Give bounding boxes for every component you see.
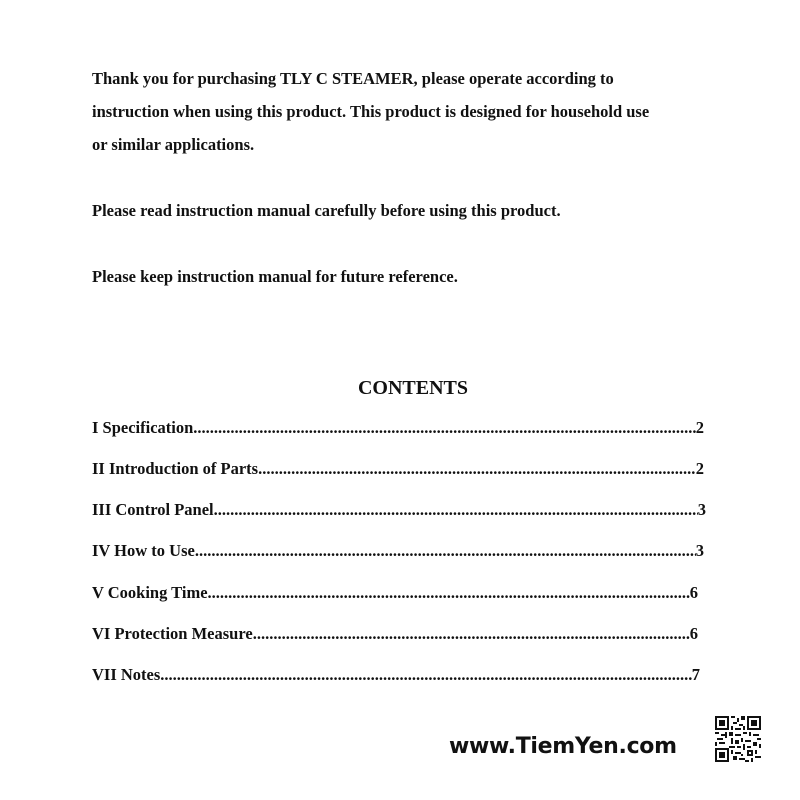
intro-section xyxy=(92,62,732,293)
toc-item-notes[interactable] xyxy=(92,665,700,689)
toc-item-protection-measure[interactable] xyxy=(92,624,698,648)
toc-item-label: I Specification xyxy=(92,418,194,437)
contents-title: CONTENTS xyxy=(357,377,469,399)
toc-item-page: 3 xyxy=(697,500,706,519)
toc-leader-dots xyxy=(253,624,690,644)
toc-item-page: 2 xyxy=(695,459,704,478)
toc-leader-dots xyxy=(160,665,691,685)
toc-item-label: IV How to Use xyxy=(92,541,195,560)
toc-item-how-to-use[interactable] xyxy=(92,541,704,565)
toc-item-label: V Cooking Time xyxy=(92,583,208,602)
toc-item-label: VII Notes xyxy=(92,665,161,684)
intro-line-1: Thank you for purchasing TLY C STEAMER, please operate according to xyxy=(92,69,614,88)
toc-item-label: III Control Panel xyxy=(92,500,214,519)
toc-item-specification[interactable] xyxy=(92,418,704,442)
toc-item-page: 6 xyxy=(689,624,698,643)
website-url[interactable]: www.TiemYen.com xyxy=(449,734,677,759)
toc-leader-dots xyxy=(208,583,690,603)
toc-leader-dots xyxy=(258,459,696,479)
qr-code-icon xyxy=(715,716,761,762)
toc-leader-dots xyxy=(195,541,696,561)
toc-item-label: VI Protection Measure xyxy=(92,624,253,643)
intro-line-2: instruction when using this product. This product is designed for household use xyxy=(92,102,650,121)
toc-item-page: 2 xyxy=(695,418,704,437)
toc-item-page: 6 xyxy=(689,583,698,602)
intro-line-3: or similar applications. xyxy=(92,135,255,154)
toc-leader-dots xyxy=(214,500,698,520)
toc-item-label: II Introduction of Parts xyxy=(92,459,259,478)
toc-item-introduction-of-parts[interactable] xyxy=(92,459,704,483)
toc-item-page: 3 xyxy=(695,541,704,560)
toc-item-page: 7 xyxy=(691,665,700,684)
toc-item-control-panel[interactable] xyxy=(92,500,706,524)
toc-item-cooking-time[interactable] xyxy=(92,583,698,607)
read-manual-note: Please read instruction manual carefully before using this product. xyxy=(92,201,561,220)
keep-manual-note: Please keep instruction manual for future reference. xyxy=(92,267,458,286)
toc-leader-dots xyxy=(193,418,695,438)
